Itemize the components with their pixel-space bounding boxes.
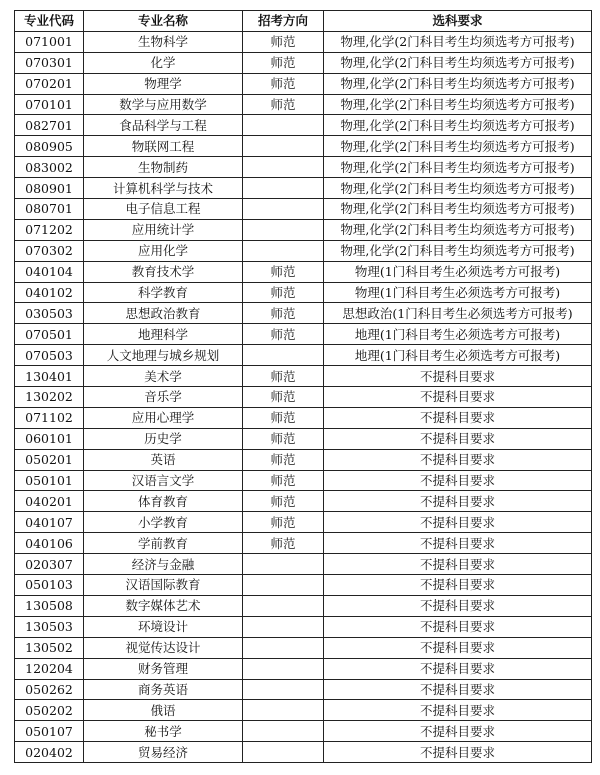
cell-major-name: 数学与应用数学 bbox=[84, 94, 243, 115]
cell-code: 060101 bbox=[15, 428, 84, 449]
cell-major-name: 科学教育 bbox=[84, 282, 243, 303]
cell-code: 040201 bbox=[15, 491, 84, 512]
cell-code: 070501 bbox=[15, 324, 84, 345]
table-row bbox=[15, 428, 592, 449]
cell-code: 050107 bbox=[15, 721, 84, 742]
cell-direction: 师范 bbox=[243, 491, 324, 512]
cell-code: 070503 bbox=[15, 345, 84, 366]
cell-subject-requirement: 物理(1门科目考生必须选考方可报考) bbox=[324, 261, 592, 282]
cell-major-name: 历史学 bbox=[84, 428, 243, 449]
cell-subject-requirement: 物理,化学(2门科目考生均须选考方可报考) bbox=[324, 136, 592, 157]
cell-direction bbox=[243, 115, 324, 136]
cell-major-name: 应用统计学 bbox=[84, 219, 243, 240]
cell-code: 080901 bbox=[15, 178, 84, 199]
cell-subject-requirement: 不提科目要求 bbox=[324, 428, 592, 449]
cell-direction bbox=[243, 199, 324, 220]
table-row bbox=[15, 219, 592, 240]
cell-subject-requirement: 不提科目要求 bbox=[324, 533, 592, 554]
cell-subject-requirement: 物理,化学(2门科目考生均须选考方可报考) bbox=[324, 219, 592, 240]
cell-code: 071202 bbox=[15, 219, 84, 240]
cell-major-name: 人文地理与城乡规划 bbox=[84, 345, 243, 366]
cell-direction bbox=[243, 700, 324, 721]
table-row bbox=[15, 679, 592, 700]
cell-code: 050101 bbox=[15, 470, 84, 491]
cell-major-name: 物理学 bbox=[84, 73, 243, 94]
cell-major-name: 商务英语 bbox=[84, 679, 243, 700]
cell-code: 040107 bbox=[15, 512, 84, 533]
table-row bbox=[15, 115, 592, 136]
table-row bbox=[15, 407, 592, 428]
cell-code: 080905 bbox=[15, 136, 84, 157]
cell-direction bbox=[243, 240, 324, 261]
cell-code: 083002 bbox=[15, 157, 84, 178]
cell-code: 020402 bbox=[15, 742, 84, 763]
cell-direction bbox=[243, 178, 324, 199]
header-subject-requirement: 选科要求 bbox=[324, 11, 592, 32]
cell-direction: 师范 bbox=[243, 387, 324, 408]
cell-subject-requirement: 物理,化学(2门科目考生均须选考方可报考) bbox=[324, 178, 592, 199]
cell-code: 050103 bbox=[15, 575, 84, 596]
cell-major-name: 应用心理学 bbox=[84, 407, 243, 428]
cell-direction bbox=[243, 742, 324, 763]
table-row bbox=[15, 366, 592, 387]
table-row bbox=[15, 575, 592, 596]
table-row bbox=[15, 491, 592, 512]
cell-major-name: 食品科学与工程 bbox=[84, 115, 243, 136]
cell-major-name: 生物制药 bbox=[84, 157, 243, 178]
cell-subject-requirement: 物理,化学(2门科目考生均须选考方可报考) bbox=[324, 157, 592, 178]
cell-code: 130202 bbox=[15, 387, 84, 408]
cell-direction: 师范 bbox=[243, 52, 324, 73]
cell-code: 130401 bbox=[15, 366, 84, 387]
cell-code: 130508 bbox=[15, 595, 84, 616]
cell-subject-requirement: 不提科目要求 bbox=[324, 407, 592, 428]
cell-major-name: 英语 bbox=[84, 449, 243, 470]
cell-major-name: 汉语言文学 bbox=[84, 470, 243, 491]
cell-major-name: 应用化学 bbox=[84, 240, 243, 261]
cell-direction bbox=[243, 637, 324, 658]
major-requirements-table bbox=[14, 10, 592, 763]
table-row bbox=[15, 658, 592, 679]
table-row bbox=[15, 616, 592, 637]
cell-subject-requirement: 不提科目要求 bbox=[324, 387, 592, 408]
table-row bbox=[15, 345, 592, 366]
cell-subject-requirement: 不提科目要求 bbox=[324, 575, 592, 596]
table-row bbox=[15, 178, 592, 199]
cell-subject-requirement: 不提科目要求 bbox=[324, 470, 592, 491]
cell-code: 050262 bbox=[15, 679, 84, 700]
table-row bbox=[15, 136, 592, 157]
cell-code: 070201 bbox=[15, 73, 84, 94]
cell-major-name: 电子信息工程 bbox=[84, 199, 243, 220]
header-direction: 招考方向 bbox=[243, 11, 324, 32]
table-row bbox=[15, 595, 592, 616]
table-row bbox=[15, 31, 592, 52]
cell-major-name: 化学 bbox=[84, 52, 243, 73]
cell-subject-requirement: 物理,化学(2门科目考生均须选考方可报考) bbox=[324, 73, 592, 94]
cell-subject-requirement: 地理(1门科目考生必须选考方可报考) bbox=[324, 345, 592, 366]
cell-subject-requirement: 不提科目要求 bbox=[324, 679, 592, 700]
table-row bbox=[15, 261, 592, 282]
cell-code: 030503 bbox=[15, 303, 84, 324]
cell-subject-requirement: 不提科目要求 bbox=[324, 616, 592, 637]
cell-major-name: 思想政治教育 bbox=[84, 303, 243, 324]
cell-direction bbox=[243, 721, 324, 742]
cell-major-name: 环境设计 bbox=[84, 616, 243, 637]
cell-direction: 师范 bbox=[243, 470, 324, 491]
header-code: 专业代码 bbox=[15, 11, 84, 32]
table-row bbox=[15, 240, 592, 261]
cell-subject-requirement: 物理,化学(2门科目考生均须选考方可报考) bbox=[324, 240, 592, 261]
cell-code: 050202 bbox=[15, 700, 84, 721]
cell-subject-requirement: 物理,化学(2门科目考生均须选考方可报考) bbox=[324, 115, 592, 136]
table-row bbox=[15, 554, 592, 575]
cell-code: 040104 bbox=[15, 261, 84, 282]
cell-direction: 师范 bbox=[243, 303, 324, 324]
cell-direction: 师范 bbox=[243, 428, 324, 449]
cell-major-name: 音乐学 bbox=[84, 387, 243, 408]
cell-subject-requirement: 不提科目要求 bbox=[324, 449, 592, 470]
cell-code: 040106 bbox=[15, 533, 84, 554]
cell-direction: 师范 bbox=[243, 324, 324, 345]
cell-subject-requirement: 不提科目要求 bbox=[324, 554, 592, 575]
cell-direction bbox=[243, 595, 324, 616]
table-row bbox=[15, 94, 592, 115]
table-body bbox=[15, 31, 592, 762]
cell-direction bbox=[243, 679, 324, 700]
cell-direction: 师范 bbox=[243, 73, 324, 94]
cell-direction: 师范 bbox=[243, 366, 324, 387]
cell-code: 082701 bbox=[15, 115, 84, 136]
cell-direction: 师范 bbox=[243, 94, 324, 115]
cell-major-name: 小学教育 bbox=[84, 512, 243, 533]
cell-code: 120204 bbox=[15, 658, 84, 679]
cell-direction: 师范 bbox=[243, 31, 324, 52]
cell-major-name: 学前教育 bbox=[84, 533, 243, 554]
cell-code: 080701 bbox=[15, 199, 84, 220]
cell-code: 071001 bbox=[15, 31, 84, 52]
table-row bbox=[15, 282, 592, 303]
table-row bbox=[15, 721, 592, 742]
cell-major-name: 生物科学 bbox=[84, 31, 243, 52]
cell-subject-requirement: 不提科目要求 bbox=[324, 366, 592, 387]
cell-subject-requirement: 不提科目要求 bbox=[324, 742, 592, 763]
cell-major-name: 俄语 bbox=[84, 700, 243, 721]
cell-subject-requirement: 不提科目要求 bbox=[324, 491, 592, 512]
cell-direction: 师范 bbox=[243, 407, 324, 428]
cell-direction bbox=[243, 658, 324, 679]
table-row bbox=[15, 742, 592, 763]
table-row bbox=[15, 449, 592, 470]
cell-direction bbox=[243, 575, 324, 596]
cell-subject-requirement: 不提科目要求 bbox=[324, 595, 592, 616]
table-row bbox=[15, 199, 592, 220]
cell-code: 130502 bbox=[15, 637, 84, 658]
table-row bbox=[15, 157, 592, 178]
cell-direction: 师范 bbox=[243, 533, 324, 554]
cell-direction bbox=[243, 219, 324, 240]
cell-code: 050201 bbox=[15, 449, 84, 470]
cell-direction: 师范 bbox=[243, 282, 324, 303]
cell-major-name: 美术学 bbox=[84, 366, 243, 387]
cell-code: 070302 bbox=[15, 240, 84, 261]
table-row bbox=[15, 303, 592, 324]
cell-major-name: 视觉传达设计 bbox=[84, 637, 243, 658]
cell-major-name: 贸易经济 bbox=[84, 742, 243, 763]
cell-subject-requirement: 物理,化学(2门科目考生均须选考方可报考) bbox=[324, 52, 592, 73]
table-row bbox=[15, 700, 592, 721]
table-row bbox=[15, 52, 592, 73]
cell-major-name: 体育教育 bbox=[84, 491, 243, 512]
cell-major-name: 财务管理 bbox=[84, 658, 243, 679]
table-row bbox=[15, 387, 592, 408]
table-row bbox=[15, 73, 592, 94]
table-row bbox=[15, 470, 592, 491]
cell-subject-requirement: 物理,化学(2门科目考生均须选考方可报考) bbox=[324, 94, 592, 115]
header-row bbox=[15, 11, 592, 32]
cell-major-name: 秘书学 bbox=[84, 721, 243, 742]
table-row bbox=[15, 533, 592, 554]
cell-code: 040102 bbox=[15, 282, 84, 303]
cell-direction bbox=[243, 345, 324, 366]
cell-major-name: 汉语国际教育 bbox=[84, 575, 243, 596]
cell-subject-requirement: 不提科目要求 bbox=[324, 700, 592, 721]
cell-direction bbox=[243, 554, 324, 575]
cell-major-name: 地理科学 bbox=[84, 324, 243, 345]
cell-direction bbox=[243, 157, 324, 178]
cell-code: 071102 bbox=[15, 407, 84, 428]
cell-subject-requirement: 不提科目要求 bbox=[324, 658, 592, 679]
table-row bbox=[15, 324, 592, 345]
cell-major-name: 数字媒体艺术 bbox=[84, 595, 243, 616]
cell-major-name: 计算机科学与技术 bbox=[84, 178, 243, 199]
cell-subject-requirement: 物理,化学(2门科目考生均须选考方可报考) bbox=[324, 31, 592, 52]
cell-subject-requirement: 地理(1门科目考生必须选考方可报考) bbox=[324, 324, 592, 345]
cell-direction: 师范 bbox=[243, 512, 324, 533]
table-row bbox=[15, 512, 592, 533]
cell-code: 130503 bbox=[15, 616, 84, 637]
cell-major-name: 物联网工程 bbox=[84, 136, 243, 157]
cell-subject-requirement: 物理(1门科目考生必须选考方可报考) bbox=[324, 282, 592, 303]
cell-subject-requirement: 不提科目要求 bbox=[324, 721, 592, 742]
cell-direction: 师范 bbox=[243, 261, 324, 282]
header-major-name: 专业名称 bbox=[84, 11, 243, 32]
cell-major-name: 经济与金融 bbox=[84, 554, 243, 575]
cell-direction bbox=[243, 616, 324, 637]
cell-subject-requirement: 物理,化学(2门科目考生均须选考方可报考) bbox=[324, 199, 592, 220]
cell-subject-requirement: 不提科目要求 bbox=[324, 637, 592, 658]
cell-code: 020307 bbox=[15, 554, 84, 575]
cell-direction bbox=[243, 136, 324, 157]
cell-subject-requirement: 不提科目要求 bbox=[324, 512, 592, 533]
cell-code: 070301 bbox=[15, 52, 84, 73]
cell-major-name: 教育技术学 bbox=[84, 261, 243, 282]
table-row bbox=[15, 637, 592, 658]
cell-direction: 师范 bbox=[243, 449, 324, 470]
cell-subject-requirement: 思想政治(1门科目考生必须选考方可报考) bbox=[324, 303, 592, 324]
cell-code: 070101 bbox=[15, 94, 84, 115]
